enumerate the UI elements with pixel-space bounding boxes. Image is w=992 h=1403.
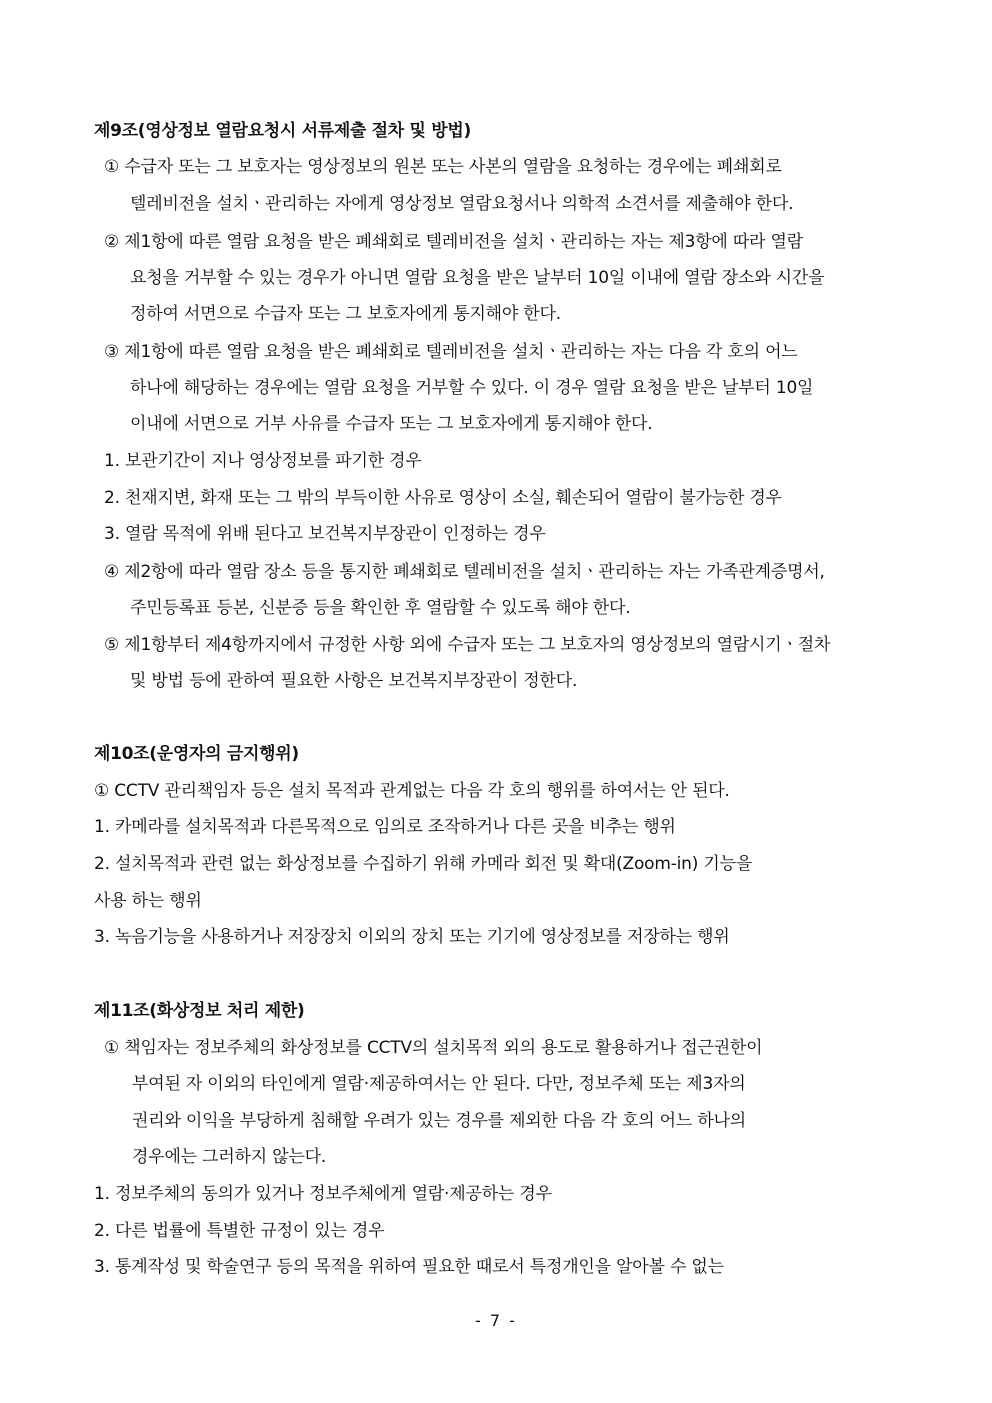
art9-item-2: 2. 천재지변, 화재 또는 그 밖의 부득이한 사유로 영상이 소실, 훼손되어 열람이 불가능한 경우 (104, 488, 782, 508)
art10-item-2-cont: 사용 하는 행위 (94, 891, 202, 911)
art9-p1-line1: ① 수급자 또는 그 보호자는 영상정보의 원본 또는 사본의 열람을 요청하는 경우에는 폐쇄회로 (104, 157, 782, 177)
art9-p4-line2: 주민등록표 등본, 신분증 등을 확인한 후 열람할 수 있도록 해야 한다. (130, 598, 631, 618)
art9-p2-line1: ② 제1항에 따른 열람 요청을 받은 폐쇄회로 텔레비전을 설치ㆍ관리하는 자는 제3항에 따라 열람 (104, 232, 803, 252)
art9-p1-line2: 텔레비전을 설치ㆍ관리하는 자에게 영상정보 열람요청서나 의학적 소견서를 제출해야 한다. (130, 194, 794, 214)
art9-p4-line1: ④ 제2항에 따라 열람 장소 등을 통지한 폐쇄회로 텔레비전을 설치ㆍ관리하는 자는 가족관계증명서, (104, 562, 825, 582)
art9-item-3: 3. 열람 목적에 위배 된다고 보건복지부장관이 인정하는 경우 (104, 524, 546, 544)
page-number: - 7 - (475, 1311, 517, 1330)
art9-p5-line1: ⑤ 제1항부터 제4항까지에서 규정한 사항 외에 수급자 또는 그 보호자의 영상정보의 열람시기ㆍ절차 (104, 635, 831, 655)
art11-p1-line3: 권리와 이익을 부당하게 침해할 우려가 있는 경우를 제외한 다음 각 호의 어느 하나의 (132, 1111, 746, 1131)
article-11-title: 제11조(화상정보 처리 제한) (94, 1001, 305, 1021)
art9-p3-line1: ③ 제1항에 따른 열람 요청을 받은 폐쇄회로 텔레비전을 설치ㆍ관리하는 자는 다음 각 호의 어느 (104, 342, 798, 362)
art11-p1-line1: ① 책임자는 정보주체의 화상정보를 CCTV의 설치목적 외의 용도로 활용하거나 접근권한이 (104, 1038, 763, 1058)
art9-p3-line2: 하나에 해당하는 경우에는 열람 요청을 거부할 수 있다. 이 경우 열람 요청을 받은 날부터 10일 (130, 378, 814, 398)
art11-p1-line4: 경우에는 그러하지 않는다. (132, 1147, 327, 1167)
art11-item-3: 3. 통계작성 및 학술연구 등의 목적을 위하여 필요한 때로서 특정개인을 알아볼 수 없는 (94, 1257, 724, 1277)
art11-item-1: 1. 정보주체의 동의가 있거나 정보주체에게 열람·제공하는 경우 (94, 1184, 552, 1204)
art11-p1-line2: 부여된 자 이외의 타인에게 열람·제공하여서는 안 된다. 다만, 정보주체 또는 제3자의 (132, 1074, 746, 1094)
art10-item-3: 3. 녹음기능을 사용하거나 저장장치 이외의 장치 또는 기기에 영상정보를 저장하는 행위 (94, 927, 730, 947)
article-9-title: 제9조(영상정보 열람요청시 서류제출 절차 및 방법) (94, 121, 471, 141)
art9-item-1: 1. 보관기간이 지나 영상정보를 파기한 경우 (104, 451, 422, 471)
art9-p2-line2: 요청을 거부할 수 있는 경우가 아니면 열람 요청을 받은 날부터 10일 이내에 열람 장소와 시간을 (130, 268, 825, 288)
art11-item-2: 2. 다른 법률에 특별한 규정이 있는 경우 (94, 1221, 385, 1241)
art10-item-2: 2. 설치목적과 관련 없는 화상정보를 수집하기 위해 카메라 회전 및 확대(Zoom-in) 기능을 (94, 854, 753, 874)
art9-p3-line3: 이내에 서면으로 거부 사유를 수급자 또는 그 보호자에게 통지해야 한다. (130, 414, 653, 434)
art10-item-1: 1. 카메라를 설치목적과 다른목적으로 임의로 조작하거나 다른 곳을 비추는 행위 (94, 817, 676, 837)
art9-p5-line2: 및 방법 등에 관하여 필요한 사항은 보건복지부장관이 정한다. (130, 671, 578, 691)
article-10-title: 제10조(운영자의 금지행위) (94, 744, 299, 764)
art10-p1: ① CCTV 관리책임자 등은 설치 목적과 관계없는 다음 각 호의 행위를 하여서는 안 된다. (94, 781, 730, 801)
art9-p2-line3: 정하여 서면으로 수급자 또는 그 보호자에게 통지해야 한다. (130, 304, 561, 324)
